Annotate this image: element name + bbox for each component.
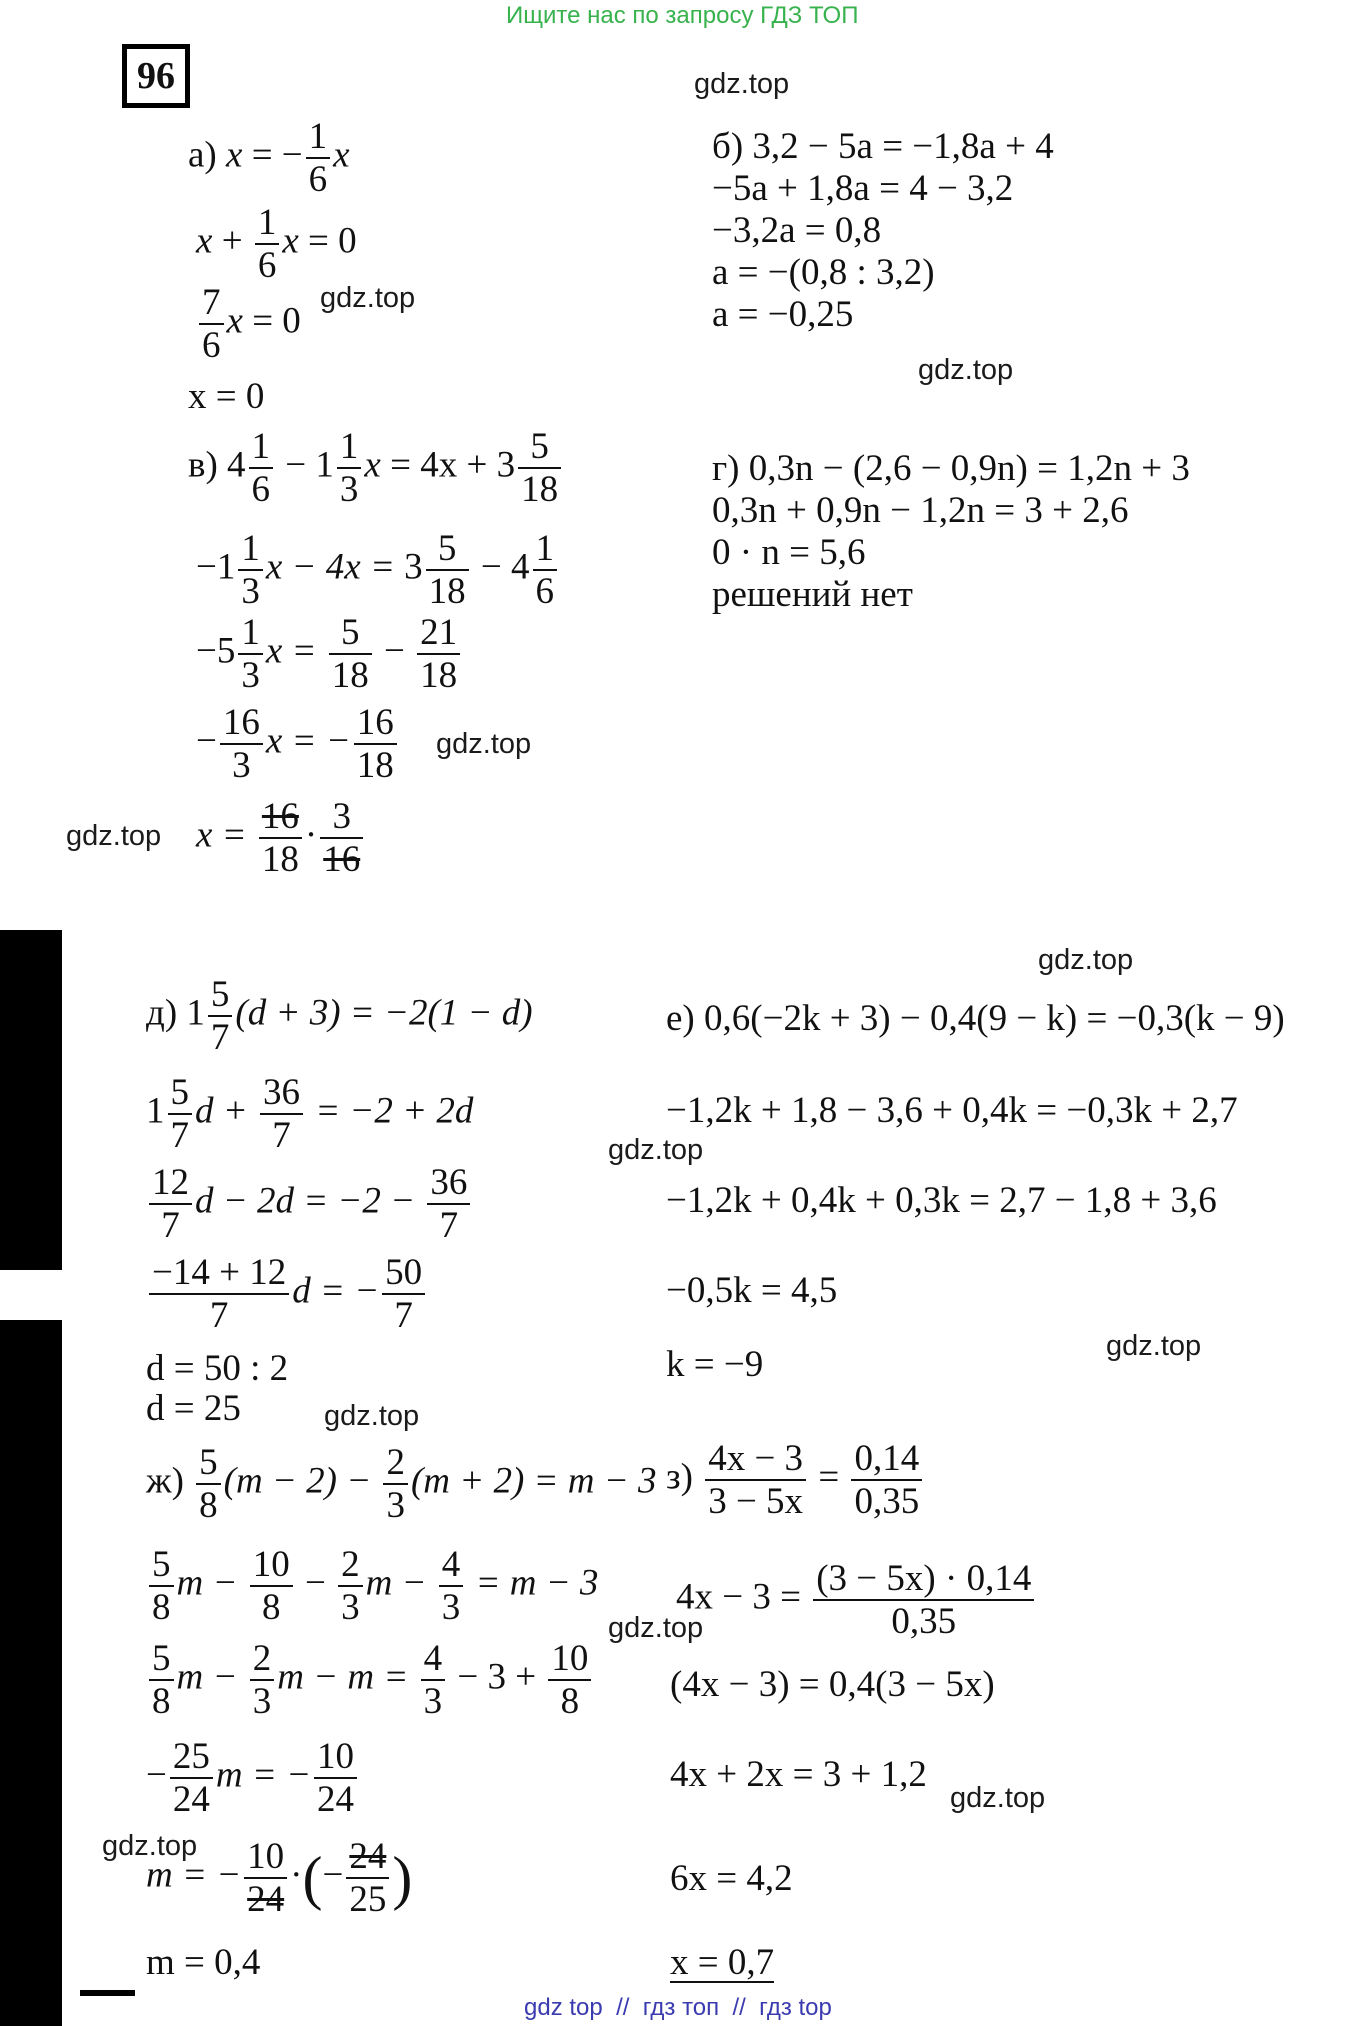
part-z-label: з) — [666, 1456, 693, 1498]
part-z-line-3: (4x − 3) = 0,4(3 − 5x) — [670, 1664, 995, 1705]
watermark: gdz.top — [1038, 944, 1134, 976]
watermark: gdz.top — [324, 1400, 420, 1432]
fraction: $\frac{10}{8}$ — [250, 1546, 293, 1626]
part-b-line-3: −3,2a = 0,8 — [712, 210, 882, 251]
part-d-line-6: d = 25 — [146, 1388, 241, 1429]
part-zh-line-4: − $\frac{25}{24}$ m = − $\frac{10}{24}$ — [146, 1738, 360, 1818]
fraction: $\frac{7}{6}$ — [199, 284, 224, 364]
fraction: $\frac{0,14}{0,35}$ — [851, 1440, 922, 1520]
part-e-line-1: е) 0,6(−2k + 3) − 0,4(9 − k) = −0,3(k − 9) — [666, 998, 1285, 1039]
fraction: $\frac{2}{3}$ — [338, 1546, 363, 1626]
watermark: gdz.top — [102, 1830, 198, 1862]
part-d-label: д) — [146, 992, 178, 1034]
fraction: $\frac{4x - 3}{3 - 5x}$ — [705, 1440, 806, 1520]
watermark: gdz.top — [436, 728, 532, 760]
part-v-line-4: − $\frac{16}{3}$ x = − $\frac{16}{18}$ — [196, 704, 400, 784]
fraction: $\frac{4}{3}$ — [439, 1546, 464, 1626]
part-zh-line-1: ж) $\frac{5}{8}$ (m − 2) − $\frac{2}{3}$ (m + 2) = m − 3 — [146, 1442, 657, 1526]
part-v-line-3: −5 $\frac{1}{3}$ x = $\frac{5}{18}$ − $\frac{21}{18}$ — [196, 614, 463, 694]
part-d-line-3: $\frac{12}{7}$ d − 2d = −2 − $\frac{36}{7}$ — [146, 1164, 473, 1244]
part-zh-label: ж) — [146, 1460, 184, 1502]
part-d-line-4: $\frac{-14 + 12}{7}$ d = − $\frac{50}{7}$ — [146, 1254, 428, 1334]
watermark: gdz.top — [320, 282, 416, 314]
part-a-line-3: $\frac{7}{6}$ x = 0 — [196, 284, 301, 364]
fraction: $\frac{21}{18}$ — [417, 614, 460, 694]
fraction: $\frac{10}{24}$ — [314, 1738, 357, 1818]
fraction: $\frac{1}{6}$ — [255, 204, 280, 284]
top-banner: Ищите нас по запросу ГДЗ ТОП — [506, 2, 859, 29]
fraction: $\frac{1}{3}$ — [238, 614, 263, 694]
fraction: $\frac{3}{16}$ — [320, 798, 363, 878]
scan-edge-shadow — [0, 1320, 62, 2026]
fraction: $\frac{12}{7}$ — [149, 1164, 192, 1244]
fraction: $\frac{5}{7}$ — [208, 976, 233, 1056]
part-z-answer: x = 0,7 — [670, 1942, 775, 1983]
part-v-label: в) — [188, 444, 218, 486]
part-z-line-2: 4x − 3 = $\frac{(3 - 5x) \cdot 0,14}{0,35}$ — [676, 1560, 1037, 1640]
part-z-line-5: 6x = 4,2 — [670, 1858, 793, 1899]
watermark: gdz.top — [608, 1134, 704, 1166]
part-b-line-1: б) 3,2 − 5a = −1,8a + 4 — [712, 126, 1054, 167]
watermark: gdz.top — [66, 820, 162, 852]
fraction: $\frac{1}{6}$ — [249, 428, 274, 508]
part-z-line-1: з) $\frac{4x - 3}{3 - 5x}$ = $\frac{0,14}{0,35}$ — [666, 1440, 925, 1520]
part-v-line-1: в) 4 $\frac{1}{6}$ − 1 $\frac{1}{3}$ x = 4x + 3 $\frac{5}{18}$ — [188, 428, 564, 508]
fraction: $\frac{5}{18}$ — [329, 614, 372, 694]
fraction: $\frac{10}{24}$ — [244, 1838, 287, 1918]
part-b-label: б) — [712, 126, 744, 167]
fraction: $\frac{16}{18}$ — [259, 798, 302, 878]
part-a-label: а) — [188, 134, 217, 176]
part-b-line-4: a = −(0,8 : 3,2) — [712, 252, 935, 293]
part-v-line-5: x = $\frac{16}{18}$ · $\frac{3}{16}$ — [196, 798, 366, 878]
fraction: $\frac{1}{3}$ — [238, 530, 263, 610]
fraction: $\frac{4}{3}$ — [421, 1640, 446, 1720]
part-a-line-4: x = 0 — [188, 376, 265, 417]
left-paren: ( — [302, 1845, 323, 1911]
part-e-line-4: −0,5k = 4,5 — [666, 1270, 838, 1311]
watermark: gdz.top — [950, 1782, 1046, 1814]
fraction: $\frac{-14 + 12}{7}$ — [149, 1254, 289, 1334]
part-e-line-5: k = −9 — [666, 1344, 764, 1385]
part-a-line-1: а) x = − $\frac{1}{6}$ x — [188, 116, 350, 200]
part-d-line-5: d = 50 : 2 — [146, 1348, 289, 1389]
fraction: $\frac{5}{18}$ — [518, 428, 561, 508]
fraction: $\frac{5}{8}$ — [149, 1640, 174, 1720]
fraction: $\frac{5}{8}$ — [149, 1546, 174, 1626]
fraction: $\frac{36}{7}$ — [260, 1074, 303, 1154]
fraction: $\frac{24}{25}$ — [346, 1838, 389, 1918]
watermark: gdz.top — [608, 1612, 704, 1644]
fraction: $\frac{36}{7}$ — [427, 1164, 470, 1244]
part-g-line-3: 0 · n = 5,6 — [712, 532, 866, 573]
part-zh-line-2: $\frac{5}{8}$ m − $\frac{10}{8}$ − $\frac{2}{3}$ m − $\frac{4}{3}$ = m − 3 — [146, 1546, 598, 1626]
fraction: $\frac{2}{3}$ — [250, 1640, 275, 1720]
part-v-line-2: −1 $\frac{1}{3}$ x − 4x = 3 $\frac{5}{18}$ − 4 $\frac{1}{6}$ — [196, 530, 560, 610]
exercise-number: 96 — [122, 44, 190, 108]
part-zh-line-6: m = 0,4 — [146, 1942, 261, 1983]
part-a-line-2: x + $\frac{1}{6}$ x = 0 — [196, 202, 357, 286]
fraction: $\frac{25}{24}$ — [170, 1738, 213, 1818]
fraction: $\frac{5}{18}$ — [426, 530, 469, 610]
part-e-label: е) — [666, 998, 695, 1039]
watermark: gdz.top — [1106, 1330, 1202, 1362]
scan-edge-shadow — [0, 930, 62, 1270]
fraction: $\frac{(3 - 5x) \cdot 0,14}{0,35}$ — [813, 1560, 1034, 1640]
part-b-line-2: −5a + 1,8a = 4 − 3,2 — [712, 168, 1014, 209]
part-d-line-2: 1 $\frac{5}{7}$ d + $\frac{36}{7}$ = −2 + 2d — [146, 1072, 474, 1156]
part-g-label: г) — [712, 448, 740, 489]
part-z-line-4: 4x + 2x = 3 + 1,2 — [670, 1754, 927, 1795]
fraction: $\frac{50}{7}$ — [382, 1254, 425, 1334]
part-zh-line-5: m = − $\frac{10}{24}$ ·(− $\frac{24}{25}$ ) — [146, 1836, 413, 1920]
fraction: $\frac{2}{3}$ — [383, 1444, 408, 1524]
fraction: $\frac{16}{18}$ — [354, 704, 397, 784]
bottom-banner: gdz top // гдз топ // гдз top — [524, 1994, 832, 2021]
watermark: gdz.top — [694, 68, 790, 100]
part-g-line-2: 0,3n + 0,9n − 1,2n = 3 + 2,6 — [712, 490, 1129, 531]
fraction: $\frac{5}{7}$ — [168, 1074, 193, 1154]
fraction: $\frac{1}{3}$ — [337, 428, 362, 508]
part-d-line-1: д) 1 $\frac{5}{7}$ (d + 3) = −2(1 − d) — [146, 974, 533, 1058]
scan-edge-mark — [80, 1990, 135, 1996]
fraction: $\frac{1}{6}$ — [306, 118, 331, 198]
part-e-line-2: −1,2k + 1,8 − 3,6 + 0,4k = −0,3k + 2,7 — [666, 1090, 1238, 1131]
fraction: $\frac{16}{3}$ — [220, 704, 263, 784]
part-b-line-5: a = −0,25 — [712, 294, 854, 335]
part-zh-line-3: $\frac{5}{8}$ m − $\frac{2}{3}$ m − m = $\frac{4}{3}$ − 3 + $\frac{10}{8}$ — [146, 1640, 594, 1720]
part-e-line-3: −1,2k + 0,4k + 0,3k = 2,7 − 1,8 + 3,6 — [666, 1180, 1217, 1221]
part-g-line-1: г) 0,3n − (2,6 − 0,9n) = 1,2n + 3 — [712, 448, 1190, 489]
fraction: $\frac{10}{8}$ — [548, 1640, 591, 1720]
fraction: $\frac{5}{8}$ — [196, 1444, 221, 1524]
fraction: $\frac{1}{6}$ — [533, 530, 558, 610]
watermark: gdz.top — [918, 354, 1014, 386]
right-paren: ) — [392, 1845, 413, 1911]
part-g-line-4: решений нет — [712, 574, 913, 615]
